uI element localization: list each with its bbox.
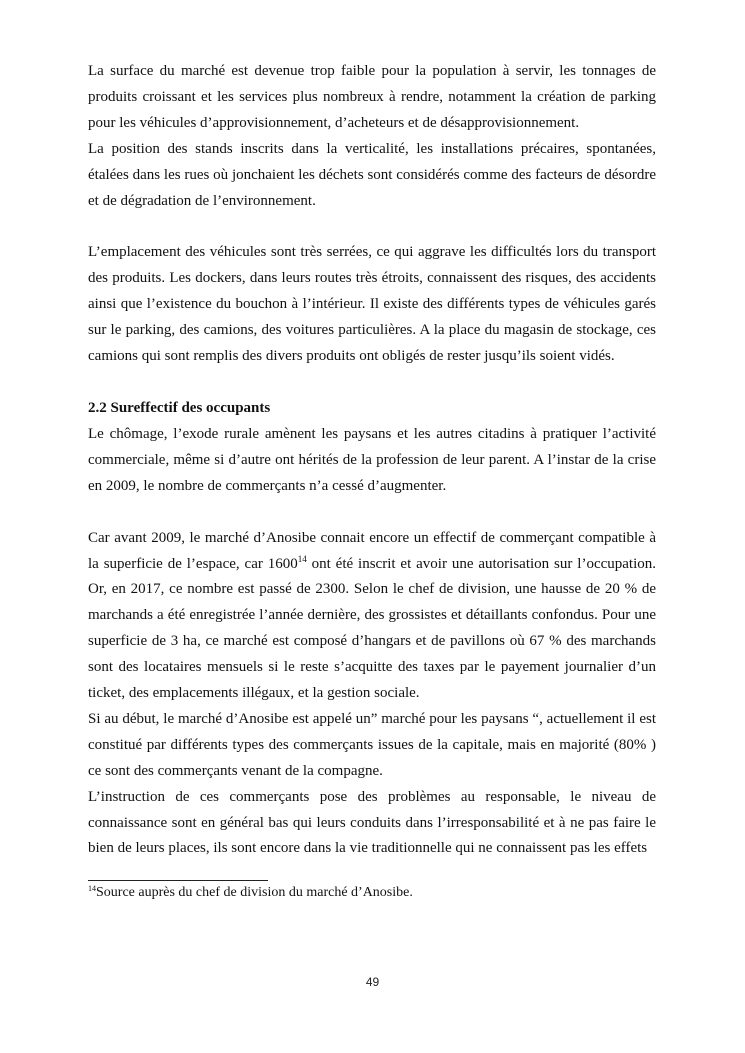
paragraph-merchant-count xyxy=(88,526,656,707)
paragraph-market-origin: Si au début, le marché d’Anosibe est appelé un” marché pour les paysans “, actuellement il est constitué par différents types des commerçants issues de la capitale, mais en majorité (80% ) ce sont des commerçants venant de la compagne. xyxy=(88,710,656,779)
paragraph-merchant-count-end: ont été inscrit et avoir une autorisation sur l’occupation. Or, en 2017, ce nombre est passé de 2300. Selon le chef de division, une hausse de 20 % de marchands a été enregistrée l’année dernière, des grossistes et détaillants confondus. Pour une superficie de 3 ha, ce marché est composé d’hangars et de pavillons où 67 % des marchands sont des locataires mensuels si le reste s’acquitte des taxes par le payement journalier d’un ticket, des emplacements illégaux, et la gestion sociale. xyxy=(88,555,656,702)
paragraph-merchant-count-start: Car avant 2009, le marché d’Anosibe connait encore un effectif de commerçant compatible à la superficie de l’espace, car 1600 xyxy=(88,529,656,572)
paragraph-vehicles: L’emplacement des véhicules sont très serrées, ce qui aggrave les difficultés lors du transport des produits. Les dockers, dans leurs routes très étroits, connaissent des risques, des accidents ainsi que l’existence du bouchon à l’intérieur. Il existe des différents types de véhicules garés sur le parking, des camions, des voitures particulières. A la place du magasin de stockage, ces camions qui sont remplis des divers produits ont obligés de rester jusqu’ils soient vidés. xyxy=(88,244,656,365)
footnote-text: Source auprès du chef de division du marché d’Anosibe. xyxy=(96,885,413,900)
page-number: 49 xyxy=(365,975,380,989)
paragraph-merchant-education: L’instruction de ces commerçants pose des problèmes au responsable, le niveau de connaissance sont en général bas qui leurs conduits dans l’irresponsabilité et à ne pas faire le bien de leurs places, ils sont encore dans la vie traditionnelle qui ne connaissent pas les effets xyxy=(88,788,656,857)
footnote-divider xyxy=(88,880,268,881)
paragraph-market-surface: La surface du marché est devenue trop faible pour la population à servir, les tonnages de produits croissant et les services plus nombreux à rendre, notamment la création de parking pour les véhicules d’approvisionnement, d’acheteurs et de désapprovisionnement. xyxy=(88,63,656,131)
footnote-number: 14 xyxy=(88,884,96,893)
section-heading: 2.2 Sureffectif des occupants xyxy=(88,399,271,416)
footnote-reference[interactable]: 14 xyxy=(297,553,307,564)
document-body xyxy=(88,59,656,862)
paragraph-unemployment: Le chômage, l’exode rurale amènent les paysans et les autres citadins à pratiquer l’activité commerciale, même si d’autre ont hérités de la profession de leur parent. A l’instar de la crise en 2009, le nombre de commerçants n’a cessé d’augmenter. xyxy=(88,425,656,494)
paragraph-stands-position: La position des stands inscrits dans la verticalité, les installations précaires, spontanées, étalées dans les rues où jonchaient les déchets sont considérés comme des facteurs de désordre et de dégradation de l’environnement. xyxy=(88,140,656,209)
footnote xyxy=(88,885,656,901)
